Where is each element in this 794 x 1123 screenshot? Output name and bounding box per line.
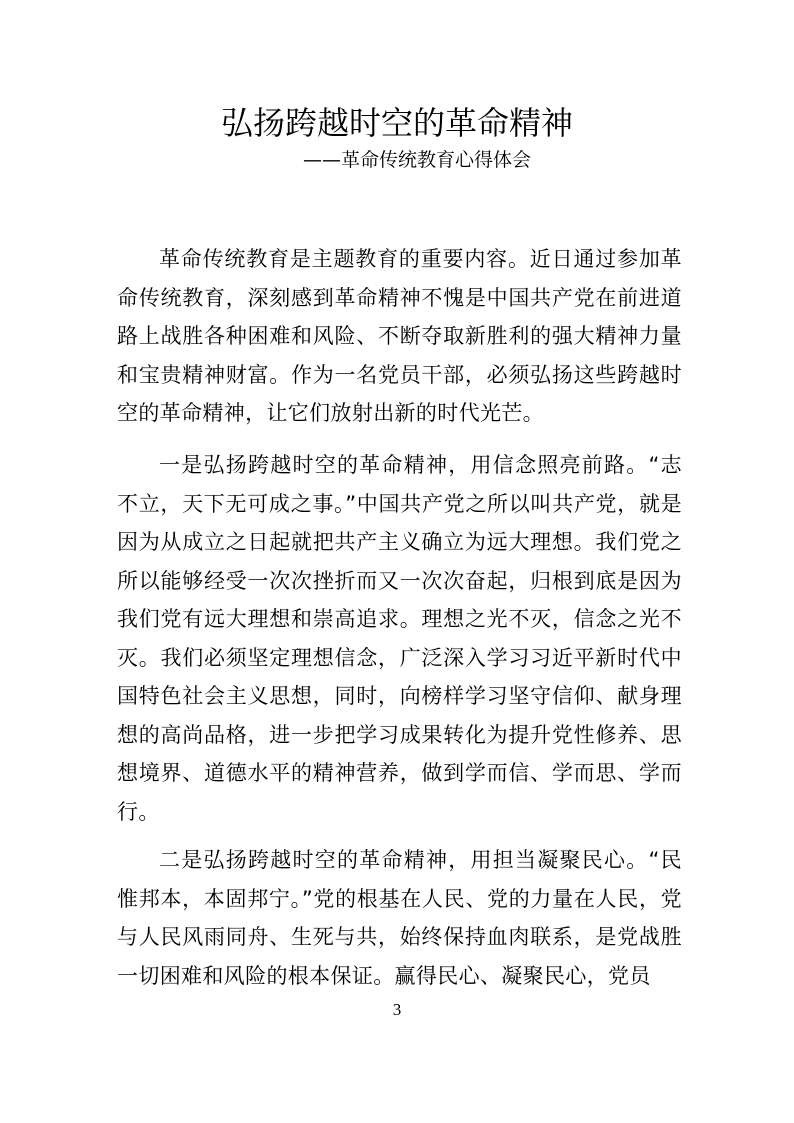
paragraph-point-two: 二是弘扬跨越时空的革命精神，用担当凝聚民心。“民惟邦本，本固邦宁。”党的根基在人民、党的力量在人民，党与人民风雨同舟、生死与共，始终保持血肉联系，是党战胜一切困难和风险的根本保证。赢得民心、凝聚民心，党员 — [117, 848, 682, 988]
paragraph-point-one: 一是弘扬跨越时空的革命精神，用信念照亮前路。“志不立，天下无可成之事。”中国共产党之所以叫共产党，就是因为从成立之日起就把共产主义确立为远大理想。我们党之所以能够经受一次次挫折而又一次次奋起，归根到底是因为我们党有远大理想和崇高追求。理想之光不灭，信念之光不灭。我们必须坚定理想信念，广泛深入学习习近平新时代中国特色社会主义思想，同时，向榜样学习坚守信仰、献身理想的高尚品格，进一步把学习成果转化为提升党性修养、思想境界、道德水平的精神营养，做到学而信、学而思、学而行。 — [117, 453, 682, 824]
document-title: 弘扬跨越时空的革命精神 — [220, 104, 573, 142]
document-subtitle: ——革命传统教育心得体会 — [302, 149, 531, 171]
page-number: 3 — [392, 1000, 402, 1019]
paragraph-intro: 革命传统教育是主题教育的重要内容。近日通过参加革命传统教育，深刻感到革命精神不愧是中国共产党在前进道路上战胜各种困难和风险、不断夺取新胜利的强大精神力量和宝贵精神财富。作为一名党员干部，必须弘扬这些跨越时空的革命精神，让它们放射出新的时代光芒。 — [117, 247, 682, 425]
